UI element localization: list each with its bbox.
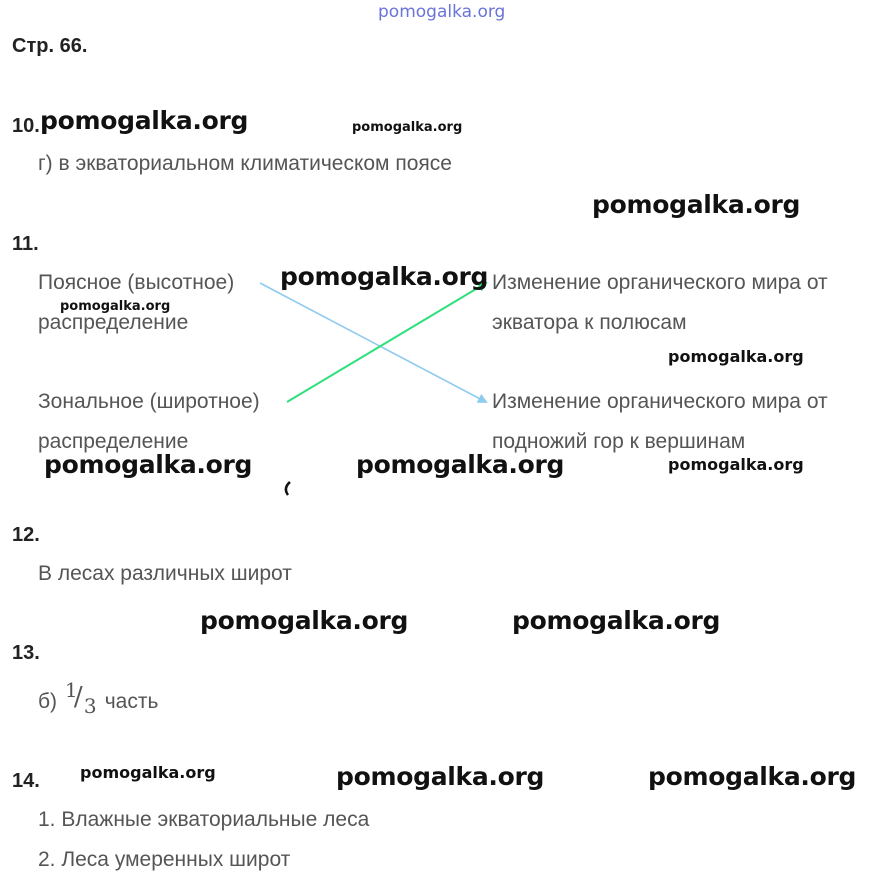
left-term-2-line-2: распределение bbox=[38, 430, 189, 453]
right-term-2-line-1: Изменение органического мира от bbox=[492, 390, 828, 413]
watermark: pomogalka.org bbox=[352, 120, 463, 135]
watermark: pomogalka.org bbox=[80, 763, 216, 782]
question-14-item-2: 2. Леса умеренных широт bbox=[38, 848, 291, 871]
answer-prefix: б) bbox=[38, 690, 58, 713]
page-reference: Стр. 66. bbox=[12, 35, 88, 57]
fraction-one-third bbox=[63, 678, 99, 718]
watermark: pomogalka.org bbox=[592, 190, 801, 219]
question-13-answer bbox=[38, 678, 159, 718]
question-14-number: 14. bbox=[12, 770, 40, 792]
answer-suffix: часть bbox=[104, 690, 159, 713]
left-term-1-line-2: распределение bbox=[38, 311, 189, 334]
fraction-denominator: 3 bbox=[83, 694, 97, 718]
question-11-number: 11. bbox=[12, 233, 39, 255]
right-term-1-line-1: Изменение органического мира от bbox=[492, 271, 828, 294]
watermark: pomogalka.org bbox=[280, 262, 489, 291]
question-12-number: 12. bbox=[12, 524, 40, 546]
green-connector-arrow bbox=[287, 283, 486, 402]
watermark: pomogalka.org bbox=[40, 106, 249, 135]
stray-mark bbox=[286, 482, 290, 495]
watermark: pomogalka.org bbox=[200, 606, 409, 635]
watermark: pomogalka.org bbox=[356, 450, 565, 479]
watermark: pomogalka.org bbox=[648, 762, 857, 791]
watermark: pomogalka.org bbox=[60, 299, 171, 314]
watermark: pomogalka.org bbox=[44, 450, 253, 479]
left-term-2-line-1: Зональное (широтное) bbox=[38, 390, 260, 413]
left-term-1-line-1: Поясное (высотное) bbox=[38, 271, 235, 294]
question-10-number: 10. bbox=[12, 115, 40, 137]
top-watermark: pomogalka.org bbox=[378, 2, 506, 22]
question-12-answer: В лесах различных широт bbox=[38, 562, 292, 585]
question-13-number: 13. bbox=[12, 642, 40, 664]
question-10-answer: г) в экваториальном климатическом поясе bbox=[38, 152, 452, 175]
watermark: pomogalka.org bbox=[512, 606, 721, 635]
fraction-numerator: 1 bbox=[64, 678, 78, 702]
right-term-1-line-2: экватора к полюсам bbox=[492, 311, 687, 334]
watermark: pomogalka.org bbox=[668, 347, 804, 366]
question-14-item-1: 1. Влажные экваториальные леса bbox=[38, 808, 370, 831]
watermark: pomogalka.org bbox=[668, 455, 804, 474]
watermark: pomogalka.org bbox=[336, 762, 545, 791]
fraction-slash: / bbox=[73, 682, 83, 712]
right-term-2-line-2: подножий гор к вершинам bbox=[492, 430, 746, 453]
blue-connector-arrow bbox=[260, 283, 486, 402]
